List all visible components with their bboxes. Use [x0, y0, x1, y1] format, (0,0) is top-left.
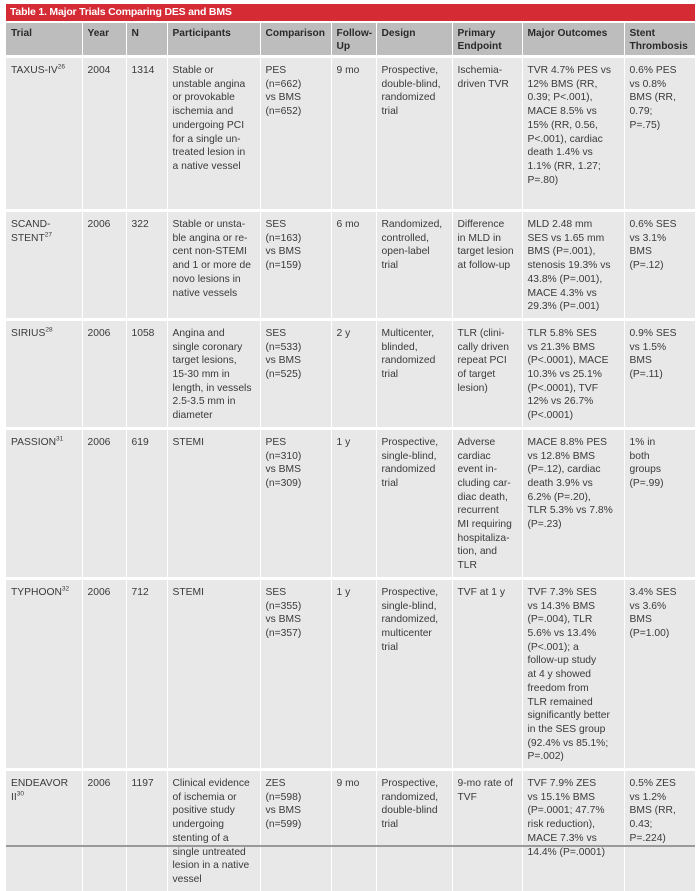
thrombosis-cell: 1% in both groups (P=.99)	[624, 428, 695, 578]
followup-cell: 1 y	[331, 428, 376, 578]
bottom-rule	[6, 845, 695, 847]
column-header: Comparison	[260, 23, 331, 57]
column-header: N	[126, 23, 167, 57]
reference-superscript: 26	[57, 63, 65, 71]
trial-name-cell: SIRIUS$^{28}$	[6, 319, 82, 428]
participants-cell: STEMI	[167, 578, 260, 769]
endpoint-cell: 9-mo rate of TVF	[452, 770, 522, 891]
outcomes-cell: TVF 7.3% SES vs 14.3% BMS (P=.004), TLR 5.6% vs 13.4% (P<.001); a follow-up study at 4 y showed freedom from TLR remained significantly better in the SES group (92.4% vs 85.1%; P=.002)	[522, 578, 624, 769]
sample-size-cell: 1197	[126, 770, 167, 891]
comparison-cell: PES (n=662) vs BMS (n=652)	[260, 57, 331, 211]
thrombosis-cell: 0.6% SES vs 3.1% BMS (P=.12)	[624, 211, 695, 320]
design-cell: Prospective, double-blind, randomized trial	[376, 57, 452, 211]
trial-name-cell: PASSION$^{31}$	[6, 428, 82, 578]
followup-cell: 2 y	[331, 319, 376, 428]
column-header: Participants	[167, 23, 260, 57]
participants-cell: Clinical evidence of ischemia or positive study undergoing stenting of a single untreated lesion in a native vessel	[167, 770, 260, 891]
table-title: Table 1. Major Trials Comparing DES and BMS	[6, 4, 695, 21]
outcomes-cell: MLD 2.48 mm SES vs 1.65 mm BMS (P=.001), stenosis 19.3% vs 43.8% (P=.001), MACE 4.3% vs 29.3% (P=.001)	[522, 211, 624, 320]
trial-name-cell: SCAND- STENT$^{27}$	[6, 211, 82, 320]
design-cell: Randomized, controlled, open-label trial	[376, 211, 452, 320]
table-row	[6, 578, 695, 769]
sample-size-cell: 1058	[126, 319, 167, 428]
column-header: Follow- Up	[331, 23, 376, 57]
column-header: Primary Endpoint	[452, 23, 522, 57]
participants-cell: Stable or unsta- ble angina or re- cent non-STEMI and 1 or more de novo lesions in native vessels	[167, 211, 260, 320]
reference-superscript: 32	[61, 585, 70, 593]
sample-size-cell: 1314	[126, 57, 167, 211]
endpoint-cell: TLR (clini- cally driven repeat PCI of target lesion)	[452, 319, 522, 428]
trials-table	[6, 23, 695, 891]
followup-cell: 6 mo	[331, 211, 376, 320]
followup-cell: 1 y	[331, 578, 376, 769]
endpoint-cell: TVF at 1 y	[452, 578, 522, 769]
trial-name-cell: ENDEAVOR II$^{30}$	[6, 770, 82, 891]
outcomes-cell: TVF 7.9% ZES vs 15.1% BMS (P=.0001; 47.7% risk reduction), MACE 7.3% vs 14.4% (P=.0001)	[522, 770, 624, 891]
endpoint-cell: Difference in MLD in target lesion at follow-up	[452, 211, 522, 320]
header-row	[6, 23, 695, 57]
year-cell: 2006	[82, 319, 126, 428]
year-cell: 2006	[82, 770, 126, 891]
column-header: Design	[376, 23, 452, 57]
year-cell: 2004	[82, 57, 126, 211]
table-row	[6, 319, 695, 428]
year-cell: 2006	[82, 578, 126, 769]
sample-size-cell: 712	[126, 578, 167, 769]
participants-cell: STEMI	[167, 428, 260, 578]
endpoint-cell: Ischemia- driven TVR	[452, 57, 522, 211]
comparison-cell: ZES (n=598) vs BMS (n=599)	[260, 770, 331, 891]
table-body	[6, 57, 695, 891]
outcomes-cell: TLR 5.8% SES vs 21.3% BMS (P<.0001), MACE 10.3% vs 25.1% (P<.0001), TVF 12% vs 26.7% (P<.0001)	[522, 319, 624, 428]
comparison-cell: SES (n=533) vs BMS (n=525)	[260, 319, 331, 428]
outcomes-cell: TVR 4.7% PES vs 12% BMS (RR, 0.39; P<.001), MACE 8.5% vs 15% (RR, 0.56, P<.001), cardiac death 1.4% vs 1.1% (RR, 1.27; P=.80)	[522, 57, 624, 211]
trial-name-cell: TYPHOON$^{32}$	[6, 578, 82, 769]
thrombosis-cell: 0.5% ZES vs 1.2% BMS (RR, 0.43; P=.224)	[624, 770, 695, 891]
reference-superscript: 31	[56, 435, 64, 443]
reference-superscript: 28	[45, 326, 53, 334]
sample-size-cell: 619	[126, 428, 167, 578]
thrombosis-cell: 0.6% PES vs 0.8% BMS (RR, 0.79; P=.75)	[624, 57, 695, 211]
table-row	[6, 211, 695, 320]
table-row	[6, 428, 695, 578]
followup-cell: 9 mo	[331, 770, 376, 891]
design-cell: Multicenter, blinded, randomized trial	[376, 319, 452, 428]
outcomes-cell: MACE 8.8% PES vs 12.8% BMS (P=.12), cardiac death 3.9% vs 6.2% (P=.20), TLR 5.3% vs 7.8% (P=.23)	[522, 428, 624, 578]
thrombosis-cell: 0.9% SES vs 1.5% BMS (P=.11)	[624, 319, 695, 428]
reference-superscript: 30	[16, 790, 24, 798]
column-header: Trial	[6, 23, 82, 57]
thrombosis-cell: 3.4% SES vs 3.6% BMS (P=1.00)	[624, 578, 695, 769]
design-cell: Prospective, single-blind, randomized trial	[376, 428, 452, 578]
followup-cell: 9 mo	[331, 57, 376, 211]
comparison-cell: SES (n=355) vs BMS (n=357)	[260, 578, 331, 769]
endpoint-cell: Adverse cardiac event in- cluding car- diac death, recurrent MI requiring hospitaliza- tion, and TLR	[452, 428, 522, 578]
table-row	[6, 770, 695, 891]
year-cell: 2006	[82, 428, 126, 578]
comparison-cell: SES (n=163) vs BMS (n=159)	[260, 211, 331, 320]
design-cell: Prospective, randomized, double-blind trial	[376, 770, 452, 891]
year-cell: 2006	[82, 211, 126, 320]
column-header: Major Outcomes	[522, 23, 624, 57]
participants-cell: Angina and single coronary target lesions, 15-30 mm in length, in vessels 2.5-3.5 mm in diameter	[167, 319, 260, 428]
design-cell: Prospective, single-blind, randomized, multicenter trial	[376, 578, 452, 769]
sample-size-cell: 322	[126, 211, 167, 320]
column-header: Stent Thrombosis	[624, 23, 695, 57]
table-row	[6, 57, 695, 211]
column-header: Year	[82, 23, 126, 57]
reference-superscript: 27	[44, 231, 52, 239]
comparison-cell: PES (n=310) vs BMS (n=309)	[260, 428, 331, 578]
participants-cell: Stable or unstable angina or provokable ischemia and undergoing PCI for a single un- treated lesion in a native vessel	[167, 57, 260, 211]
trial-name-cell: TAXUS-IV$^{26}$	[6, 57, 82, 211]
